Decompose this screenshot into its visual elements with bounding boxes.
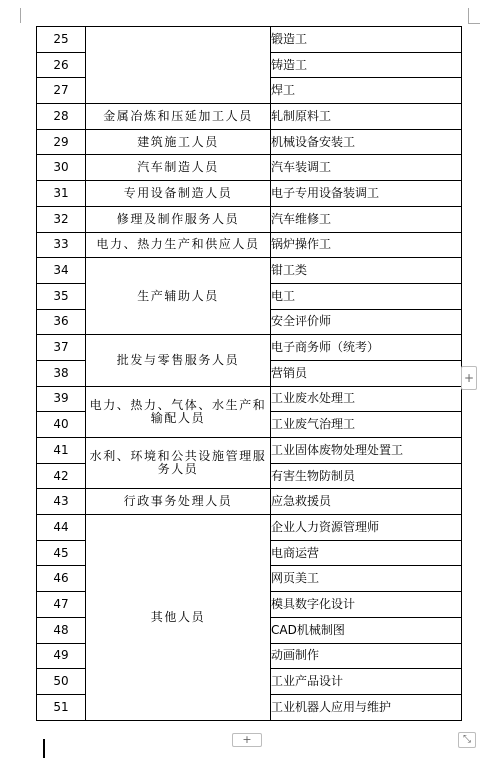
occupation-table-body xyxy=(37,27,462,721)
occupation-cell[interactable]: 网页美工 xyxy=(271,566,462,592)
crop-mark-top-left xyxy=(10,8,21,23)
text-cursor xyxy=(43,739,45,758)
category-cell[interactable]: 电力、热力生产和供应人员 xyxy=(86,232,271,258)
occupation-cell[interactable]: 电工 xyxy=(271,283,462,309)
row-number-cell[interactable]: 25 xyxy=(37,27,86,53)
row-number-cell[interactable]: 28 xyxy=(37,104,86,130)
category-cell[interactable]: 专用设备制造人员 xyxy=(86,181,271,207)
occupation-cell[interactable]: 动画制作 xyxy=(271,643,462,669)
occupation-cell[interactable]: 模具数字化设计 xyxy=(271,592,462,618)
category-cell[interactable]: 生产辅助人员 xyxy=(86,258,271,335)
occupation-cell[interactable]: 工业机器人应用与维护 xyxy=(271,694,462,720)
row-number-cell[interactable]: 39 xyxy=(37,386,86,412)
category-cell[interactable] xyxy=(86,27,271,104)
occupation-cell[interactable]: 电商运营 xyxy=(271,540,462,566)
row-number-cell[interactable]: 51 xyxy=(37,694,86,720)
table-row xyxy=(37,206,462,232)
occupation-cell[interactable]: 电子商务师（统考） xyxy=(271,335,462,361)
table-row xyxy=(37,438,462,464)
occupation-cell[interactable]: 工业废水处理工 xyxy=(271,386,462,412)
table-row xyxy=(37,155,462,181)
occupation-cell[interactable]: 工业产品设计 xyxy=(271,669,462,695)
add-column-button[interactable]: + xyxy=(461,366,477,390)
row-number-cell[interactable]: 48 xyxy=(37,617,86,643)
table-row xyxy=(37,489,462,515)
occupation-cell[interactable]: 轧制原料工 xyxy=(271,104,462,130)
row-number-cell[interactable]: 41 xyxy=(37,438,86,464)
row-number-cell[interactable]: 27 xyxy=(37,78,86,104)
occupation-cell[interactable]: 机械设备安装工 xyxy=(271,129,462,155)
occupation-cell[interactable]: 焊工 xyxy=(271,78,462,104)
table-row xyxy=(37,27,462,53)
row-number-cell[interactable]: 42 xyxy=(37,463,86,489)
category-cell[interactable]: 水利、环境和公共设施管理服务人员 xyxy=(86,438,271,489)
occupation-cell[interactable]: 锅炉操作工 xyxy=(271,232,462,258)
table-row xyxy=(37,129,462,155)
row-number-cell[interactable]: 30 xyxy=(37,155,86,181)
row-number-cell[interactable]: 49 xyxy=(37,643,86,669)
occupation-table[interactable] xyxy=(36,26,462,721)
category-cell[interactable]: 建筑施工人员 xyxy=(86,129,271,155)
row-number-cell[interactable]: 37 xyxy=(37,335,86,361)
row-number-cell[interactable]: 38 xyxy=(37,360,86,386)
row-number-cell[interactable]: 33 xyxy=(37,232,86,258)
table-resize-handle-icon[interactable]: ⤡ xyxy=(458,732,476,748)
occupation-cell[interactable]: 工业固体废物处理处置工 xyxy=(271,438,462,464)
row-number-cell[interactable]: 29 xyxy=(37,129,86,155)
occupation-cell[interactable]: 汽车维修工 xyxy=(271,206,462,232)
occupation-cell[interactable]: 锻造工 xyxy=(271,27,462,53)
table-row xyxy=(37,181,462,207)
row-number-cell[interactable]: 26 xyxy=(37,52,86,78)
table-row xyxy=(37,258,462,284)
occupation-cell[interactable]: CAD机械制图 xyxy=(271,617,462,643)
occupation-cell[interactable]: 安全评价师 xyxy=(271,309,462,335)
occupation-cell[interactable]: 应急救援员 xyxy=(271,489,462,515)
category-cell[interactable]: 批发与零售服务人员 xyxy=(86,335,271,386)
row-number-cell[interactable]: 46 xyxy=(37,566,86,592)
crop-mark-top-right xyxy=(468,8,479,23)
table-row xyxy=(37,232,462,258)
row-number-cell[interactable]: 40 xyxy=(37,412,86,438)
table-row xyxy=(37,335,462,361)
add-row-button[interactable]: + xyxy=(232,733,262,747)
category-cell[interactable]: 修理及制作服务人员 xyxy=(86,206,271,232)
occupation-cell[interactable]: 电子专用设备装调工 xyxy=(271,181,462,207)
category-cell[interactable]: 金属冶炼和压延加工人员 xyxy=(86,104,271,130)
occupation-cell[interactable]: 营销员 xyxy=(271,360,462,386)
row-number-cell[interactable]: 43 xyxy=(37,489,86,515)
crop-mark-top-right-horizontal xyxy=(468,23,480,25)
category-cell[interactable]: 行政事务处理人员 xyxy=(86,489,271,515)
row-number-cell[interactable]: 36 xyxy=(37,309,86,335)
occupation-cell[interactable]: 钳工类 xyxy=(271,258,462,284)
row-number-cell[interactable]: 31 xyxy=(37,181,86,207)
category-cell[interactable]: 汽车制造人员 xyxy=(86,155,271,181)
occupation-cell[interactable]: 铸造工 xyxy=(271,52,462,78)
row-number-cell[interactable]: 50 xyxy=(37,669,86,695)
category-cell[interactable]: 其他人员 xyxy=(86,515,271,721)
row-number-cell[interactable]: 34 xyxy=(37,258,86,284)
table-row xyxy=(37,386,462,412)
row-number-cell[interactable]: 47 xyxy=(37,592,86,618)
category-cell[interactable]: 电力、热力、气体、水生产和输配人员 xyxy=(86,386,271,437)
row-number-cell[interactable]: 44 xyxy=(37,515,86,541)
row-number-cell[interactable]: 35 xyxy=(37,283,86,309)
occupation-cell[interactable]: 汽车装调工 xyxy=(271,155,462,181)
row-number-cell[interactable]: 32 xyxy=(37,206,86,232)
occupation-cell[interactable]: 工业废气治理工 xyxy=(271,412,462,438)
table-row xyxy=(37,515,462,541)
row-number-cell[interactable]: 45 xyxy=(37,540,86,566)
table-row xyxy=(37,104,462,130)
occupation-cell[interactable]: 企业人力资源管理师 xyxy=(271,515,462,541)
occupation-cell[interactable]: 有害生物防制员 xyxy=(271,463,462,489)
